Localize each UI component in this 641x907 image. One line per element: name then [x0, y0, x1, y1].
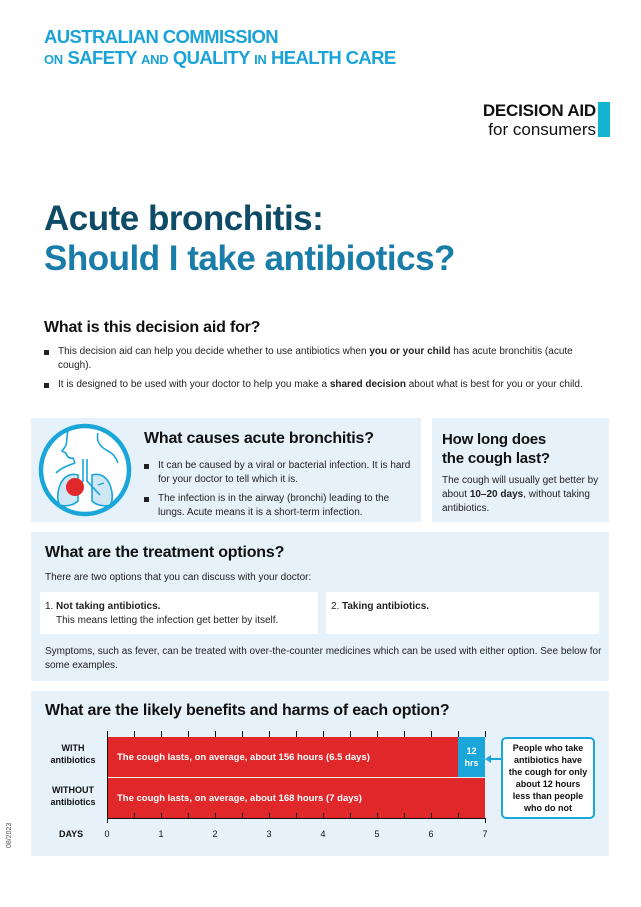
- tick: [215, 813, 216, 818]
- x-tick-label: 0: [104, 829, 110, 839]
- benefits-panel: [31, 691, 609, 856]
- logo-line1: AUSTRALIAN COMMISSION: [44, 26, 279, 47]
- duration-heading: How long does the cough last?: [442, 431, 550, 467]
- tick: [350, 813, 351, 818]
- duration-text: The cough will usually get better by about 10–20 days, without taking antibiotics.: [442, 475, 599, 514]
- treatment-panel: [31, 532, 609, 681]
- badge-subtitle: for consumers: [488, 120, 596, 139]
- tick: [134, 813, 135, 818]
- x-tick-label: 2: [212, 829, 218, 839]
- causes-heading: What causes acute bronchitis?: [144, 430, 374, 447]
- page-title: [44, 199, 455, 279]
- tick: [296, 813, 297, 818]
- treatment-intro: There are two options that you can discuss with your doctor:: [45, 572, 312, 583]
- purpose-list: [44, 345, 584, 397]
- tick: [188, 813, 189, 818]
- x-tick-label: 4: [320, 829, 326, 839]
- duration-bar-chart: [31, 691, 609, 856]
- logo-line2: ON SAFETY AND QUALITY IN HEALTH CARE: [44, 46, 396, 68]
- date-code: 08/2023: [6, 822, 13, 848]
- purpose-heading: What is this decision aid for?: [44, 319, 261, 336]
- tick: [458, 813, 459, 818]
- purpose-bullet: It is designed to be used with your doctor to help you make a shared decision about what is best for you or your child.: [44, 378, 584, 392]
- difference-callout: People who take antibiotics have the cough for only about 12 hours less than people who do not: [501, 737, 595, 819]
- treatment-footnote: Symptoms, such as fever, can be treated with over-the-counter medicines which can be used with either option. See below for some examples.: [45, 646, 602, 671]
- tick: [404, 813, 405, 818]
- x-tick-label: 6: [428, 829, 434, 839]
- x-axis-line: [107, 818, 486, 819]
- option-not-taking-antibiotics: 1. Not taking antibiotics. This means letting the infection get better by itself.: [40, 592, 318, 634]
- tick: [485, 731, 486, 737]
- tick: [377, 813, 378, 818]
- tick: [161, 813, 162, 818]
- benefits-heading: What are the likely benefits and harms of each option?: [45, 702, 450, 719]
- bar-difference-12hrs: 12 hrs: [458, 737, 485, 777]
- causes-list: [144, 459, 416, 525]
- row-label-with-antibiotics: WITH antibiotics: [50, 743, 96, 765]
- causes-panel: [31, 418, 421, 522]
- title-line1: Acute bronchitis:: [44, 199, 324, 238]
- bar-with-antibiotics: The cough lasts, on average, about 156 hours (6.5 days): [107, 737, 458, 777]
- option-taking-antibiotics: 2. Taking antibiotics.: [326, 592, 599, 634]
- x-tick-label: 5: [374, 829, 380, 839]
- causes-bullet: The infection is in the airway (bronchi) leading to the lungs. Acute means it is a short-term infection.: [144, 492, 416, 520]
- y-axis-line: [107, 737, 108, 823]
- duration-panel: [432, 418, 609, 522]
- x-tick-label: 7: [482, 829, 488, 839]
- x-tick-label: 1: [158, 829, 164, 839]
- badge-title: DECISION AID: [482, 101, 596, 120]
- arrow-left-icon: [485, 755, 491, 763]
- x-tick-label: 3: [266, 829, 272, 839]
- x-axis-label: DAYS: [59, 829, 84, 839]
- decision-aid-badge: [483, 101, 596, 139]
- treatment-heading: What are the treatment options?: [45, 544, 285, 561]
- tick: [269, 813, 270, 818]
- tick: [431, 813, 432, 818]
- badge-accent-bar: [598, 102, 610, 137]
- tick: [242, 813, 243, 818]
- title-line2: Should I take antibiotics?: [44, 239, 455, 278]
- causes-bullet: It can be caused by a viral or bacterial infection. It is hard for your doctor to tell which it is.: [144, 459, 416, 487]
- bar-without-antibiotics: The cough lasts, on average, about 168 hours (7 days): [107, 778, 485, 818]
- lungs-icon: [38, 423, 132, 517]
- purpose-bullet: This decision aid can help you decide whether to use antibiotics when you or your child has acute bronchitis (acute cough).: [44, 345, 584, 373]
- tick: [323, 813, 324, 818]
- commission-logo: [44, 28, 396, 67]
- row-label-without-antibiotics: WITHOUT antibiotics: [50, 785, 96, 807]
